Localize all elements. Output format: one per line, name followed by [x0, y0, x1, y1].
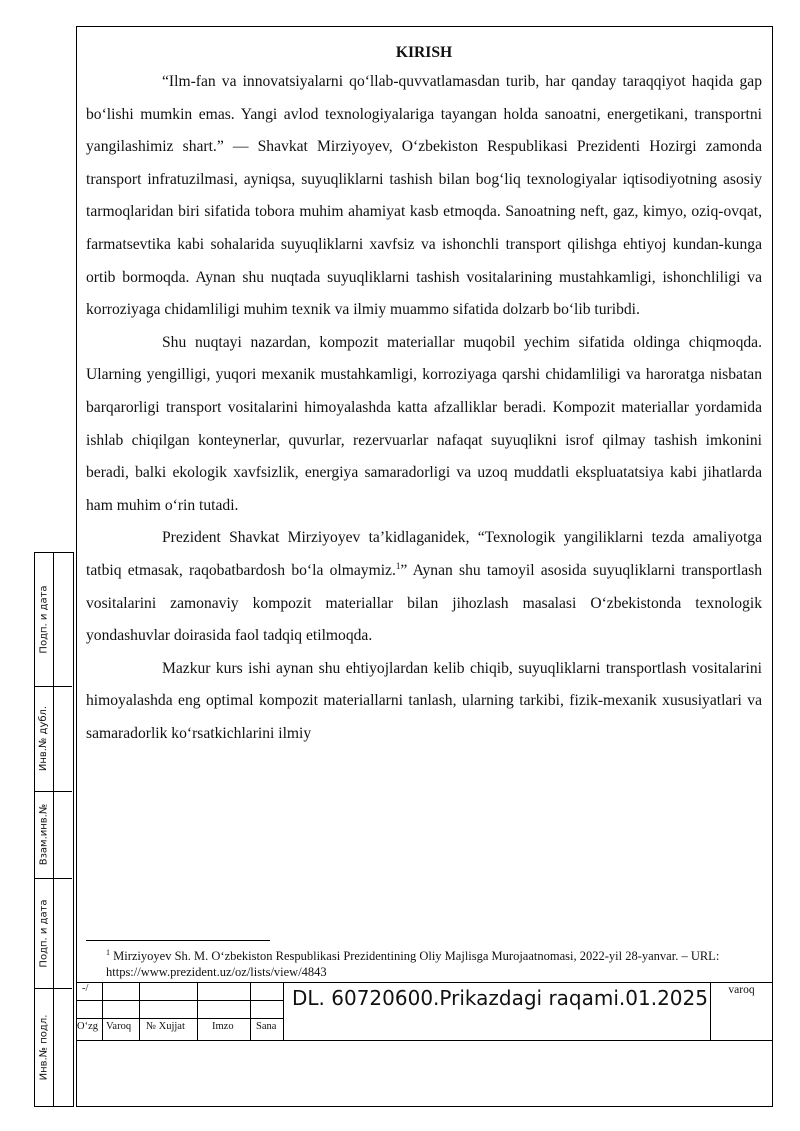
paragraph-3-text-b: ” Aynan shu tamoyil asosida suyuqliklarni transportlash vositalarini zamonaviy kompozit materiallar bilan jihozlash masalasi Oʻzbekistonda texnologik yondashuvlar doirasida faol tadqiq etilmoqda. — [86, 561, 762, 645]
paragraph-4: Mazkur kurs ishi aynan shu ehtiyojlardan kelib chiqib, suyuqliklarni transportlash vositalarini himoyalashda eng optimal kompozit materiallarni tanlash, ularning tarkibi, fizik-mexanik xususiyatlari va samaradorlik koʻrsatkichlarini ilmiy — [86, 659, 762, 742]
paragraph-2: Shu nuqtayi nazardan, kompozit materiallar muqobil yechim sifatida oldinga chiqmoqda. Ularning yengilligi, yuqori mexanik mustahkamligi, korroziyaga qarshi chidamliligi va haroratga nisbatan barqarorligi transport vositalarini himoyalashda katta afzalliklar beradi. Kompozit materiallar yordamida ishlab chiqilgan konteynerlar, quvurlar, rezervuarlar nafaqat suyuqlikni isrof qilmay tashish imkonini beradi, balki ekologik xavfsizlik, energiya samaradorligi va uzoq muddatli ekspluatatsiya kabi jihatlarda ham muhim oʻrin tutadi. — [86, 333, 762, 514]
title-block-col-line-1 — [102, 982, 103, 1040]
col-header-sheet: Varoq — [106, 1021, 132, 1032]
title-block-bottom-border — [76, 1040, 773, 1041]
side-stamp — [34, 552, 74, 1107]
document-number: DL. 60720600.Prikazdagi raqami.01.2025 — [292, 986, 708, 1010]
col-header-change: Oʻzg — [77, 1021, 98, 1032]
side-label-1: Подп. и дата — [38, 585, 50, 654]
title-block-top-border — [76, 982, 773, 983]
title-block-col-line-2 — [139, 982, 140, 1040]
footnote-reference[interactable]: 1 — [395, 560, 401, 571]
paragraph-3-text-a: Prezident Shavkat Mirziyoyev taʼkidlaganidek, “Texnologik yangiliklarni tezda amaliyotga tatbiq etmasak, raqobatbardosh boʻla olmaymiz. — [86, 529, 762, 579]
title-block-col-line-5 — [283, 982, 284, 1040]
title-block-col-line-4 — [250, 982, 251, 1040]
footnote — [106, 948, 766, 980]
side-label-5: Инв.№ подл. — [38, 1014, 50, 1080]
footnote-mark: 1 — [106, 947, 110, 957]
footnote-separator — [86, 940, 270, 941]
document-body — [86, 40, 762, 750]
side-label-2: Инв.№ дубл. — [38, 705, 50, 772]
paragraph-1: “Ilm-fan va innovatsiyalarni qoʻllab-quvvatlamasdan turib, har qanday taraqqiyot haqida gap boʻlishi mumkin emas. Yangi avlod texnologiyalariga tayangan holda sanoatni, energetikani, transportni yangilashimiz shart.” — Shavkat Mirziyoyev, Oʻzbekiston Respublikasi Prezidenti Hozirgi zamonda transport infratuzilmasi, ayniqsa, suyuqliklarni tashish bilan bogʻliq texnologiyalar iqtisodiyotning asosiy tarmoqlaridan biri sifatida tobora muhim ahamiyat kasb etmoqda. Sanoatning neft, gaz, kimyo, oziq-ovqat, farmatsevtika kabi sohalarida suyuqliklarni xavfsiz va ishonchli transport qilishga ehtiyoj kundan-kunga ortib bormoqda. Aynan shu nuqtada suyuqliklarni tashish vositalarining mustahkamligi, ishonchliligi va korroziyaga chidamliligi muhim texnik va ilmiy muammo sifatida dolzarb boʻlib turibdi. — [86, 73, 762, 319]
col-header-date: Sana — [256, 1021, 277, 1032]
title-block-col-line-3 — [197, 982, 198, 1040]
side-label-3: Взам.инв.№ — [38, 803, 50, 866]
col-header-document: № Xujjat — [146, 1021, 185, 1032]
footnote-text: Mirziyoyev Sh. M. Oʻzbekiston Respublikasi Prezidentining Oliy Majlisga Murojaatnomasi, 2022-yil 28-yanvar. – URL: https://www.prezident.uz/oz/lists/view/4843 — [106, 949, 720, 979]
title-block — [76, 982, 773, 1042]
side-label-4: Подп. и дата — [38, 898, 50, 968]
revision-mark: -/ — [82, 983, 89, 994]
title-block-row-line-2 — [76, 1018, 283, 1019]
title-block-row-line-1 — [76, 1000, 283, 1001]
section-heading: KIRISH — [395, 44, 453, 61]
col-header-signature: Imzo — [212, 1021, 234, 1032]
paragraph-3 — [86, 522, 762, 652]
sheet-label: varoq — [728, 984, 755, 996]
